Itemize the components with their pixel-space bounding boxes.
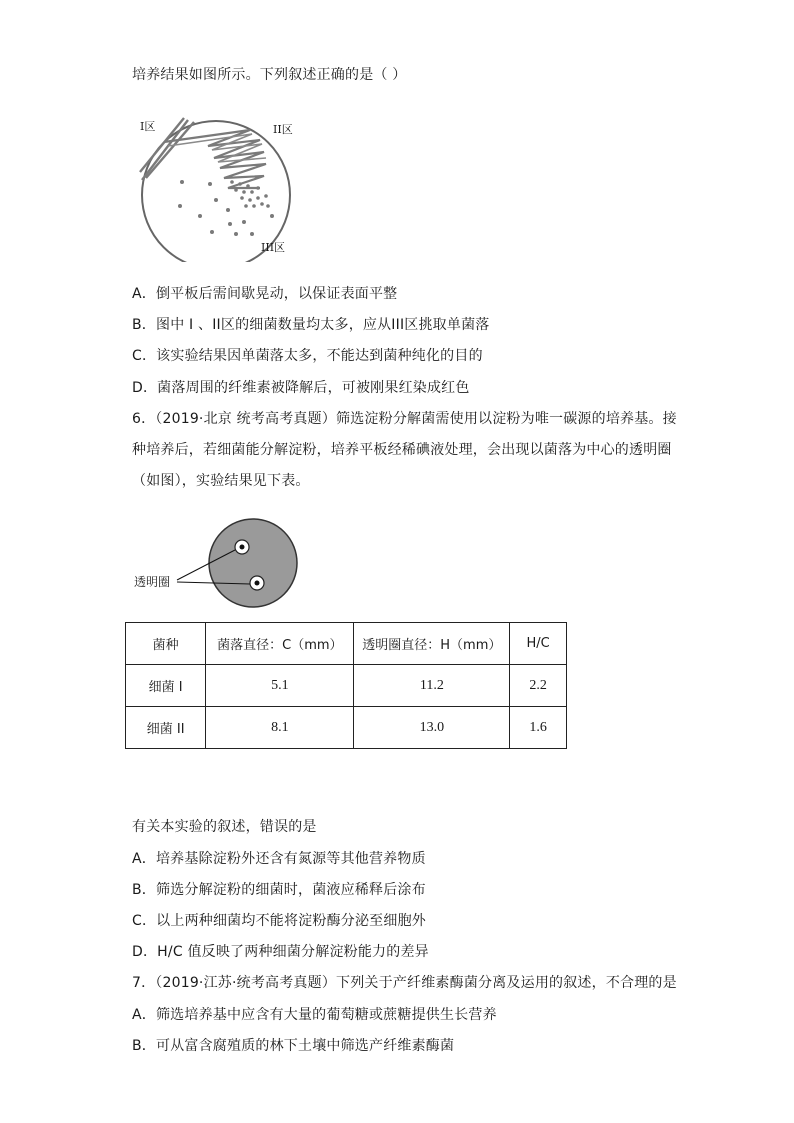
cell-clear-zone-diameter: 11.2 xyxy=(354,665,510,707)
q5-option-d: D．菌落周围的纤维素被降解后，可被刚果红染成红色 xyxy=(132,380,470,396)
q5-option-a: A．倒平板后需间歇晃动，以保证表面平整 xyxy=(132,286,398,302)
q5-stem: 培养结果如图所示。下列叙述正确的是（ ） xyxy=(132,67,407,83)
q6-option-d: D．H/C 值反映了两种细菌分解淀粉能力的差异 xyxy=(132,944,429,960)
cell-clear-zone-diameter: 13.0 xyxy=(354,707,510,749)
header-colony-diameter: 菌落直径：C（mm） xyxy=(206,623,354,665)
q6-option-a: A．培养基除淀粉外还含有氮源等其他营养物质 xyxy=(132,851,426,867)
cell-colony-diameter: 8.1 xyxy=(206,707,354,749)
cell-hc-ratio: 1.6 xyxy=(510,707,567,749)
header-strain: 菌种 xyxy=(126,623,206,665)
q5-option-c: C．该实验结果因单菌落太多，不能达到菌种纯化的目的 xyxy=(132,348,483,364)
cell-colony-diameter: 5.1 xyxy=(206,665,354,707)
q6-stem-line-3: （如图），实验结果见下表。 xyxy=(132,473,310,489)
zone-3-label: III区 xyxy=(261,241,286,254)
streak-plate-figure xyxy=(132,112,312,262)
zone-1-label: I区 xyxy=(140,120,156,133)
results-table xyxy=(125,622,567,749)
header-clear-zone-diameter: 透明圈直径：H（mm） xyxy=(354,623,510,665)
q7-stem: 7．（2019·江苏·统考高考真题）下列关于产纤维素酶菌分离及运用的叙述，不合理的是 xyxy=(132,975,677,991)
q6-stem-line-2: 种培养后，若细菌能分解淀粉，培养平板经稀碘液处理，会出现以菌落为中心的透明圈 xyxy=(132,442,672,458)
q6-stem-line-1: 6．（2019·北京 统考高考真题）筛选淀粉分解菌需使用以淀粉为唯一碳源的培养基。接 xyxy=(132,411,677,427)
q6-option-c: C．以上两种细菌均不能将淀粉酶分泌至细胞外 xyxy=(132,913,426,929)
cell-strain: 细菌 II xyxy=(126,707,206,749)
table-row xyxy=(126,665,567,707)
clear-zone-figure xyxy=(132,518,312,610)
cell-strain: 细菌 I xyxy=(126,665,206,707)
q6-question: 有关本实验的叙述，错误的是 xyxy=(132,819,317,835)
q6-option-b: B．筛选分解淀粉的细菌时，菌液应稀释后涂布 xyxy=(132,882,426,898)
table-row xyxy=(126,707,567,749)
q7-option-b: B．可从富含腐殖质的林下土壤中筛选产纤维素酶菌 xyxy=(132,1038,455,1054)
q5-option-b: B．图中 I 、II区的细菌数量均太多，应从III区挑取单菌落 xyxy=(132,317,490,333)
table-header-row xyxy=(126,623,567,665)
clear-zone-drawing xyxy=(132,518,312,610)
clear-zone-label: 透明圈 xyxy=(134,575,171,589)
cell-hc-ratio: 2.2 xyxy=(510,665,567,707)
q7-option-a: A．筛选培养基中应含有大量的葡萄糖或蔗糖提供生长营养 xyxy=(132,1007,497,1023)
zone-2-label: II区 xyxy=(273,123,293,136)
header-hc-ratio: H/C xyxy=(510,623,567,665)
